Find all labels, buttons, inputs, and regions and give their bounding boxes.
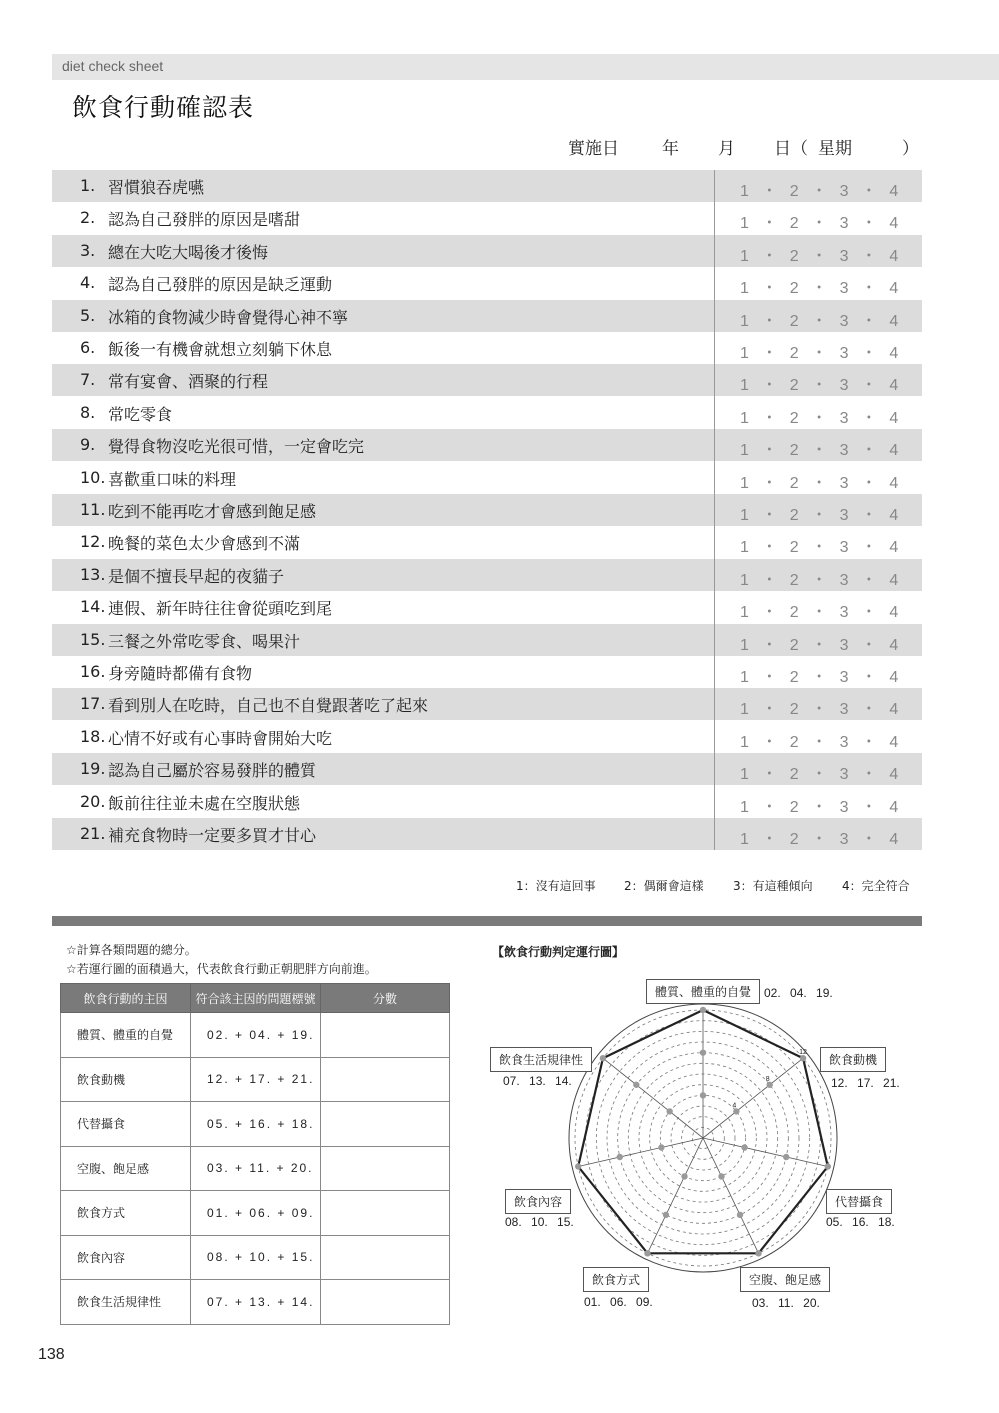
radar-level-dot — [741, 1144, 747, 1150]
cause-cell: 空腹、飽足感 — [61, 1146, 191, 1191]
question-number: 19. — [80, 759, 106, 779]
cause-cell: 體質、體重的自覺 — [61, 1013, 191, 1058]
note-line: ☆計算各類問題的總分。 — [66, 943, 197, 957]
question-number: 4. — [80, 273, 96, 293]
items-cell: 03. + 11. + 20. — [191, 1146, 321, 1191]
score-cell[interactable] — [321, 1280, 450, 1325]
question-row — [52, 170, 922, 202]
items-cell: 08. + 10. + 15. — [191, 1235, 321, 1280]
question-text: 補充食物時一定要多買才甘心 — [108, 826, 317, 845]
question-number: 18. — [80, 726, 106, 746]
day-label: 日（ — [774, 139, 808, 159]
weekday-label: 星期 — [818, 139, 852, 159]
rating-scale[interactable]: 1 ・ 2 ・ 3 ・ 4 — [740, 377, 900, 395]
section-separator — [52, 916, 922, 926]
score-cell[interactable] — [321, 1191, 450, 1236]
radar-level-dot — [633, 1082, 639, 1088]
question-text: 常吃零食 — [108, 404, 173, 424]
legend-item: 4：完全符合 — [842, 879, 910, 893]
score-cell[interactable] — [321, 1235, 450, 1280]
radar-axis-label: 空腹、飽足感 — [740, 1267, 830, 1292]
question-number: 20. — [80, 791, 106, 811]
radar-level-dot — [666, 1108, 672, 1114]
question-row — [52, 300, 922, 332]
rating-scale[interactable]: 1 ・ 2 ・ 3 ・ 4 — [740, 766, 900, 784]
question-number: 17. — [80, 694, 106, 714]
question-text: 連假、新年時往往會從頭吃到尾 — [108, 599, 333, 619]
question-row — [52, 235, 922, 267]
question-text: 喜歡重口味的料理 — [108, 469, 237, 489]
items-cell: 12. + 17. + 21. — [191, 1057, 321, 1102]
question-text: 三餐之外常吃零食、喝果汁 — [108, 631, 301, 651]
question-number: 15. — [80, 629, 106, 649]
rating-scale[interactable]: 1 ・ 2 ・ 3 ・ 4 — [740, 507, 900, 524]
radar-axis-items: 05. 16. 18. — [826, 1215, 895, 1229]
header-score: 分數 — [321, 984, 450, 1013]
legend-item: 3：有這種傾向 — [733, 879, 813, 893]
radar-scale-label: 12 — [799, 1049, 807, 1057]
question-text: 心情不好或有心事時會開始大吃 — [108, 728, 333, 748]
year-label: 年 — [662, 139, 679, 159]
score-row — [61, 1191, 450, 1236]
radar-level-dot — [783, 1154, 789, 1160]
question-row — [52, 397, 922, 429]
cause-cell: 代替攝食 — [61, 1102, 191, 1147]
question-text: 晚餐的菜色太少會感到不滿 — [108, 534, 301, 554]
score-row — [61, 1146, 450, 1191]
header-items: 符合該主因的問題標號 — [191, 984, 321, 1013]
radar-level-dot — [644, 1250, 650, 1256]
question-text: 身旁隨時都備有食物 — [108, 664, 253, 683]
rating-scale[interactable]: 1 ・ 2 ・ 3 ・ 4 — [740, 798, 900, 816]
question-text: 習慣狼吞虎嚥 — [108, 178, 205, 197]
question-row — [52, 494, 922, 526]
score-cell[interactable] — [321, 1013, 450, 1058]
radar-level-dot — [658, 1144, 664, 1150]
score-row — [61, 1235, 450, 1280]
radar-axis-items: 12. 17. 21. — [831, 1076, 900, 1090]
question-text: 覺得食物沒吃光很可惜，一定會吃完 — [108, 437, 365, 457]
question-number: 6. — [80, 338, 96, 357]
question-number: 14. — [80, 597, 106, 617]
items-cell: 02. + 04. + 19. — [191, 1013, 321, 1058]
rating-scale[interactable]: 1 ・ 2 ・ 3 ・ 4 — [740, 345, 900, 362]
section-label: diet check sheet — [62, 58, 164, 74]
radar-level-dot — [617, 1154, 623, 1160]
question-number: 12. — [80, 532, 106, 552]
question-text: 吃到不能再吃才會感到飽足感 — [108, 502, 317, 521]
items-cell: 05. + 16. + 18. — [191, 1102, 321, 1147]
radar-axis-items: 02. 04. 19. — [764, 986, 833, 1000]
question-text: 飯後一有機會就想立刻躺下休息 — [108, 340, 333, 359]
items-cell: 01. + 06. + 09. — [191, 1191, 321, 1236]
question-row — [52, 656, 922, 688]
radar-level-dot — [681, 1173, 687, 1179]
radar-axis-label: 飲食生活規律性 — [490, 1047, 592, 1072]
rating-scale[interactable]: 1 ・ 2 ・ 3 ・ 4 — [740, 442, 900, 460]
radar-level-dot — [755, 1250, 761, 1256]
cause-cell: 飲食生活規律性 — [61, 1280, 191, 1325]
question-row — [52, 591, 922, 623]
question-row — [52, 818, 922, 850]
rating-scale[interactable]: 1 ・ 2 ・ 3 ・ 4 — [740, 669, 900, 686]
question-number: 8. — [80, 402, 96, 422]
question-row — [52, 332, 922, 364]
question-row — [52, 462, 922, 494]
month-label: 月 — [718, 139, 735, 159]
score-row — [61, 1013, 450, 1058]
radar-spoke — [703, 1138, 759, 1253]
page-number: 138 — [38, 1346, 65, 1363]
rating-scale[interactable]: 1 ・ 2 ・ 3 ・ 4 — [740, 831, 900, 848]
radar-axis-label: 飲食內容 — [505, 1189, 571, 1214]
items-cell: 07. + 13. + 14. — [191, 1280, 321, 1325]
score-cell[interactable] — [321, 1057, 450, 1102]
question-row — [52, 624, 922, 656]
radar-level-dot — [575, 1163, 581, 1169]
score-cell[interactable] — [321, 1102, 450, 1147]
score-cell[interactable] — [321, 1146, 450, 1191]
question-number: 13. — [80, 564, 106, 584]
radar-axis-label: 體質、體重的自覺 — [646, 979, 760, 1004]
rating-scale[interactable]: 1 ・ 2 ・ 3 ・ 4 — [740, 539, 900, 557]
radar-axis-items: 03. 11. 20. — [752, 1296, 820, 1310]
radar-axis-label: 飲食方式 — [583, 1267, 649, 1292]
radar-axis-label: 代替攝食 — [826, 1189, 892, 1214]
question-number: 5. — [80, 305, 96, 325]
question-row — [52, 267, 922, 299]
question-text: 認為自己發胖的原因是缺乏運動 — [108, 275, 333, 295]
question-row — [52, 364, 922, 396]
question-number: 16. — [80, 662, 106, 681]
rating-scale[interactable]: 1 ・ 2 ・ 3 ・ 4 — [740, 474, 900, 492]
question-text: 看到別人在吃時，自己也不自覺跟著吃了起來 — [108, 696, 429, 716]
rating-scale[interactable]: 1 ・ 2 ・ 3 ・ 4 — [740, 604, 900, 622]
score-table — [60, 983, 450, 1325]
radar-title: 【飲食行動判定運行圖】 — [492, 945, 625, 959]
rating-scale[interactable]: 1 ・ 2 ・ 3 ・ 4 — [740, 312, 900, 330]
cause-cell: 飲食方式 — [61, 1191, 191, 1236]
radar-axis-items: 08. 10. 15. — [505, 1215, 574, 1229]
date-label: 實施日 — [568, 139, 619, 159]
header-cause: 飲食行動的主因 — [61, 984, 191, 1013]
note-line: ☆若運行圖的面積過大，代表飲食行動正朝肥胖方向前進。 — [66, 962, 377, 976]
radar-level-dot — [737, 1212, 743, 1218]
radar-level-dot — [718, 1173, 724, 1179]
question-number: 7. — [80, 370, 96, 390]
radar-axis-items: 01. 06. 09. — [584, 1295, 653, 1309]
question-row — [52, 786, 922, 818]
question-text: 冰箱的食物減少時會覺得心神不寧 — [108, 307, 349, 327]
score-row — [61, 1280, 450, 1325]
question-text: 是個不擅長早起的夜貓子 — [108, 566, 285, 586]
question-row — [52, 753, 922, 785]
close-paren: ） — [902, 139, 919, 159]
question-number: 2. — [80, 208, 96, 228]
section-header-bar — [52, 54, 999, 80]
question-number: 9. — [80, 435, 96, 455]
question-row — [52, 721, 922, 753]
score-row — [61, 1102, 450, 1147]
question-number: 10. — [80, 467, 106, 487]
question-number: 11. — [80, 500, 106, 519]
page-title: 飲食行動確認表 — [72, 93, 255, 122]
question-row — [52, 202, 922, 234]
radar-scale-label: 8 — [765, 1075, 770, 1083]
radar-axis-label: 飲食動機 — [820, 1047, 886, 1072]
rating-scale[interactable]: 1 ・ 2 ・ 3 ・ 4 — [740, 409, 900, 427]
rating-scale[interactable]: 1 ・ 2 ・ 3 ・ 4 — [740, 733, 900, 751]
question-row — [52, 526, 922, 558]
legend-item: 1：沒有這回事 — [516, 879, 596, 893]
question-text: 認為自己發胖的原因是嗜甜 — [108, 210, 301, 230]
rating-scale[interactable]: 1 ・ 2 ・ 3 ・ 4 — [740, 636, 900, 654]
question-number: 1. — [80, 176, 96, 195]
question-number: 21. — [80, 824, 106, 843]
radar-level-dot — [700, 1049, 706, 1055]
question-row — [52, 559, 922, 591]
cause-cell: 飲食動機 — [61, 1057, 191, 1102]
question-text: 飯前往往並未處在空腹狀態 — [108, 793, 301, 813]
radar-level-dot — [663, 1212, 669, 1218]
scale-divider — [714, 170, 715, 850]
question-row — [52, 429, 922, 461]
rating-scale[interactable]: 1 ・ 2 ・ 3 ・ 4 — [740, 247, 900, 265]
score-row — [61, 1057, 450, 1102]
radar-spoke — [603, 1058, 703, 1138]
radar-scale-label: 4 — [732, 1102, 737, 1110]
legend-item: 2：偶爾會這樣 — [624, 879, 704, 893]
rating-scale[interactable]: 1 ・ 2 ・ 3 ・ 4 — [740, 701, 900, 719]
rating-scale[interactable]: 1 ・ 2 ・ 3 ・ 4 — [740, 183, 900, 200]
radar-chart — [560, 995, 850, 1285]
radar-level-dot — [825, 1163, 831, 1169]
rating-scale[interactable]: 1 ・ 2 ・ 3 ・ 4 — [740, 215, 900, 233]
radar-level-dot — [600, 1055, 606, 1061]
question-text: 認為自己屬於容易發胖的體質 — [108, 761, 317, 781]
score-table-header — [61, 984, 450, 1013]
radar-level-dot — [700, 1007, 706, 1013]
rating-scale[interactable]: 1 ・ 2 ・ 3 ・ 4 — [740, 280, 900, 298]
question-text: 常有宴會、酒聚的行程 — [108, 372, 269, 392]
rating-scale[interactable]: 1 ・ 2 ・ 3 ・ 4 — [740, 571, 900, 589]
question-row — [52, 688, 922, 720]
cause-cell: 飲食內容 — [61, 1235, 191, 1280]
radar-axis-items: 07. 13. 14. — [503, 1074, 572, 1088]
question-text: 總在大吃大喝後才後悔 — [108, 242, 269, 262]
question-number: 3. — [80, 240, 96, 260]
radar-level-dot — [700, 1092, 706, 1098]
